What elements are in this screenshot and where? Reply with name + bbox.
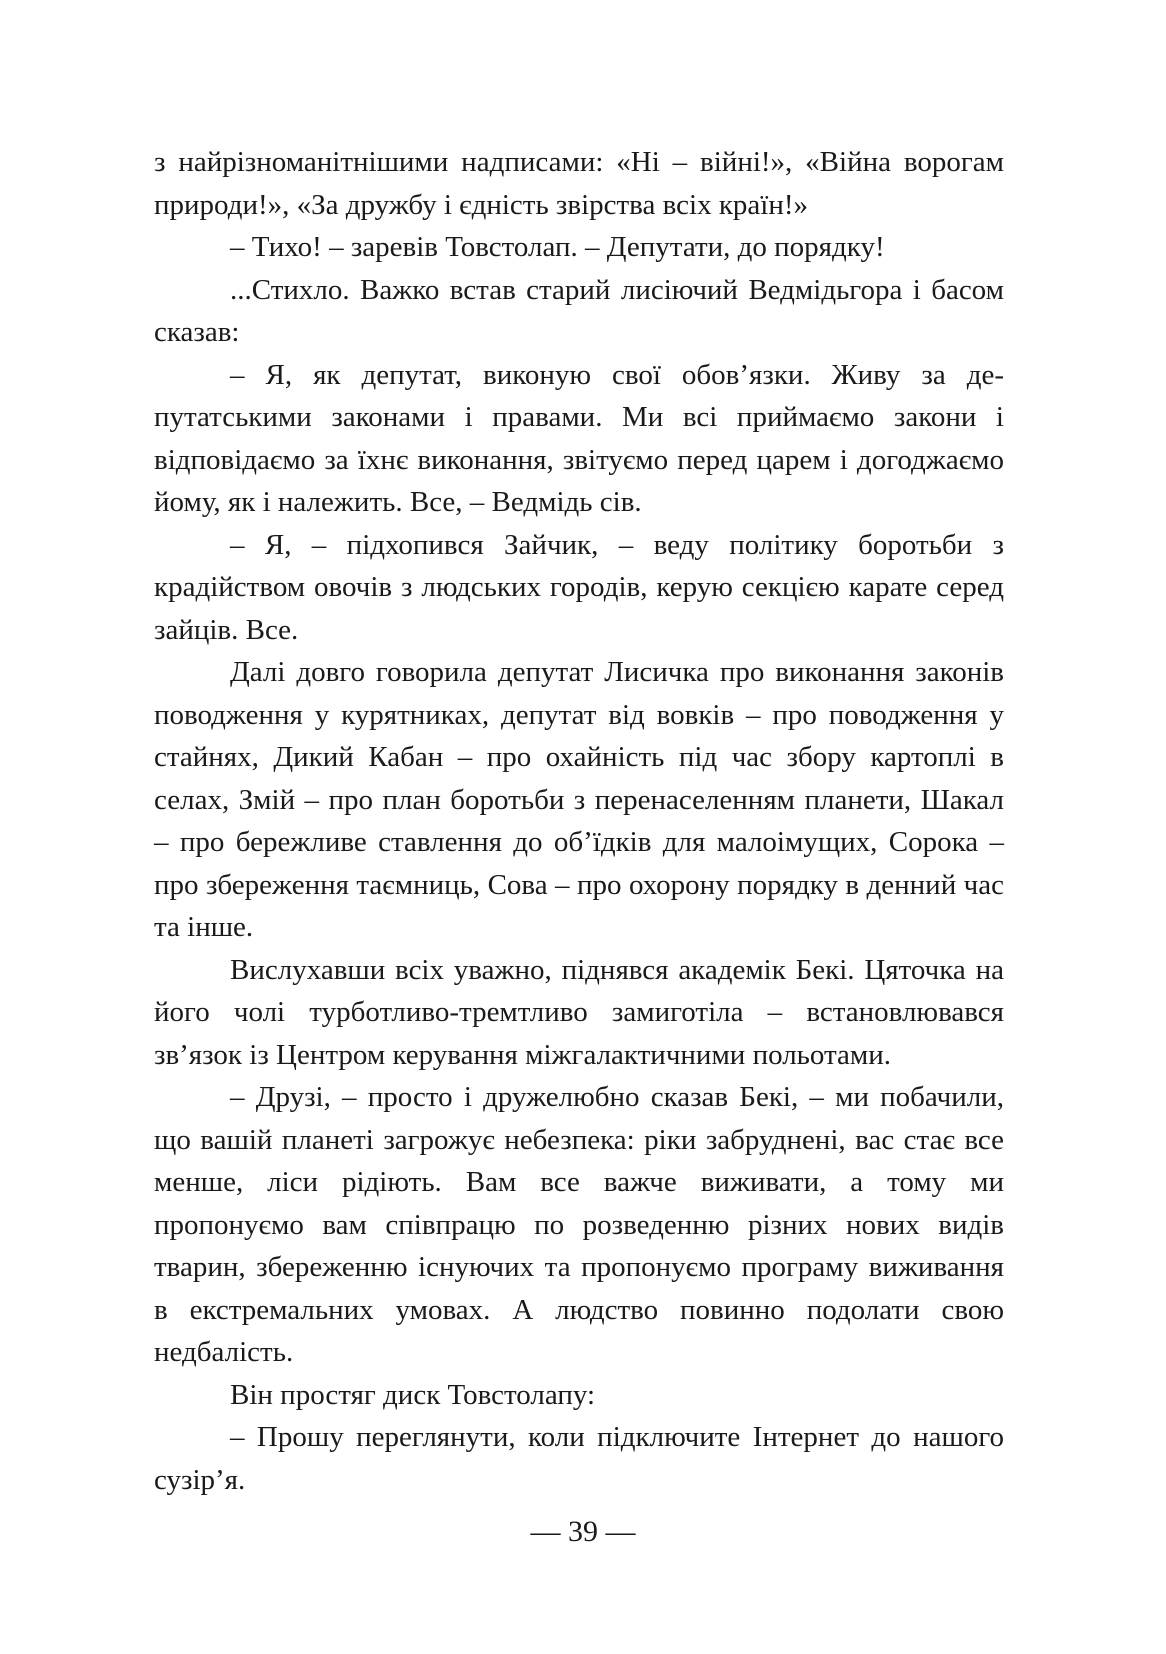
paragraph-6: Далі довго говорила депутат Лисичка про виконання законів поводження у курятниках, депутат від вовків – про поводження у стайнях, Дикий Кабан – про охайність під час збору картоплі в селах, Змій – про план боротьби з перенаселенням планети, Шакал – про бережливе ставлення до об’їдків для малоімущих, Сорока – про збереження таємниць, Сова – про охорону порядку в денний час та інше. xyxy=(154,656,1004,943)
paragraph-8: – Друзі, – просто і дружелюбно сказав Бекі, – ми побачили, що вашій планеті загрожує небезпека: ріки забруднені, вас стає все менше, ліси рідіють. Вам все важче виживати, а тому ми пропонуємо вам співпрацю по розведенню різних нових видів тварин, збереженню існуючих та пропонуємо програму виживання в екстремальних умовах. А людство повинно подолати свою недбалість. xyxy=(154,1081,1004,1368)
paragraph-2: – Тихо! – заревів Товстолап. – Депутати, до порядку! xyxy=(230,231,885,263)
body-text xyxy=(154,141,1004,1501)
paragraph-3: ...Стихло. Важко встав старий лисіючий Ведмідьгора і басом сказав: xyxy=(154,273,1004,348)
paragraph-1: з найрізноманітнішими надписами: «Ні – війні!», «Війна ворогам природи!», «За дружбу і єдність звірства всіх країн!» xyxy=(154,146,1004,221)
paragraph-10: – Прошу переглянути, коли підключите Інтернет до нашого сузір’я. xyxy=(154,1421,1004,1496)
paragraph-7: Вислухавши всіх уважно, піднявся академік Бекі. Цяточка на його чолі турботливо-тремтливо замиготіла – встановлювався зв’язок із Центром керування міжгалактичними польотами. xyxy=(154,953,1004,1071)
paragraph-9: Він простяг диск Товстолапу: xyxy=(230,1378,596,1411)
paragraph-5: – Я, – підхопився Зайчик, – веду політику боротьби з крадійством овочів з людських городів, керую секцією карате серед зайців. Все. xyxy=(154,528,1004,646)
page-number: — 39 — xyxy=(530,1515,636,1548)
paragraph-4: – Я, як депутат, виконую свої обов’язки. Живу за депутатськими законами і правами. Ми всі приймаємо закони і відповідаємо за їхнє виконання, звітуємо перед царем і догоджаємо йому, як і належить. Все, – Ведмідь сів. xyxy=(154,358,1004,518)
